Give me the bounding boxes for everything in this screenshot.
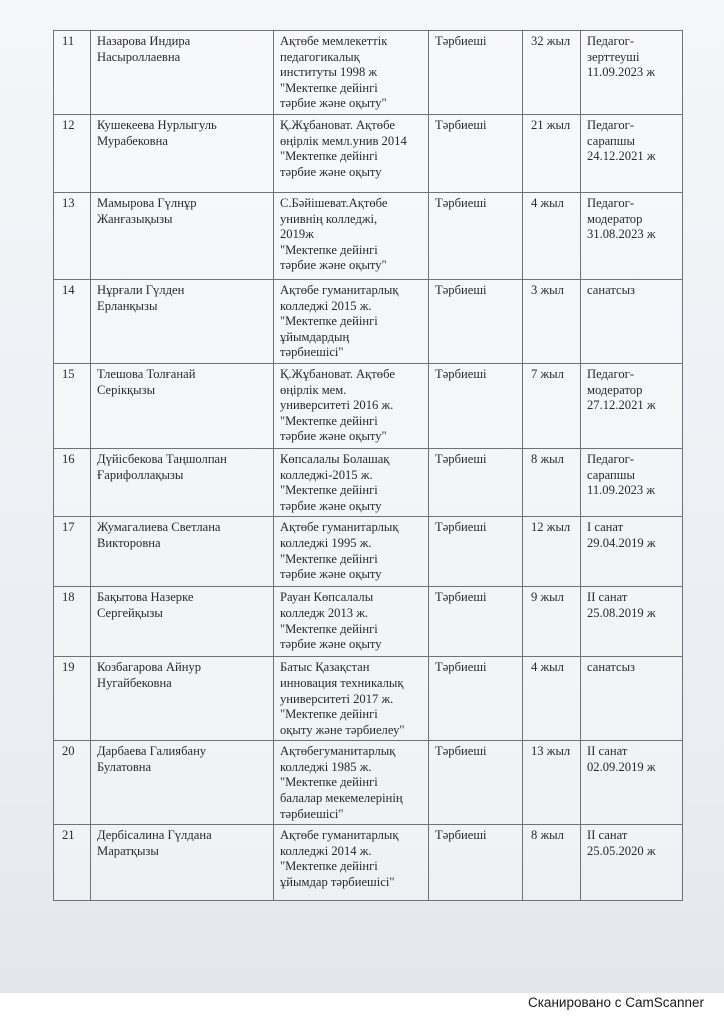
category-cell-line: 29.04.2019 ж (587, 535, 656, 550)
category-cell (581, 657, 683, 741)
position-cell (429, 279, 523, 363)
education-cell (274, 448, 429, 516)
education-cell-line: "Мектепке дейінгі (280, 413, 378, 428)
experience-cell (523, 192, 581, 279)
experience-cell (523, 825, 581, 901)
row-number-cell-line: 17 (62, 520, 75, 535)
education-cell-line: университеті 2017 ж. (280, 691, 394, 706)
table-row (54, 192, 683, 279)
position-cell (429, 657, 523, 741)
full-name-cell-line: Кушекеева Нурлыгуль (97, 117, 217, 132)
row-number-cell (54, 741, 91, 825)
category-cell-line: Педагог- (587, 117, 635, 132)
education-cell-line: тәрбие және оқыту (280, 567, 382, 582)
row-number-cell-line: 15 (62, 366, 75, 381)
category-cell-line: Педагог- (587, 34, 635, 48)
category-cell (581, 279, 683, 363)
category-cell (581, 448, 683, 516)
row-number-cell (54, 279, 91, 363)
education-cell-line: тәрбие және оқыту" (280, 258, 387, 273)
table-row (54, 279, 683, 363)
row-number-cell-line: 16 (62, 451, 75, 466)
position-cell (429, 517, 523, 587)
category-cell-line: модератор (587, 382, 643, 397)
position-cell (429, 192, 523, 279)
row-number-cell (54, 448, 91, 516)
full-name-cell-line: Дербісалина Гүлдана (97, 828, 212, 843)
full-name-cell (91, 587, 274, 657)
education-cell (274, 279, 429, 363)
education-cell-line: колледжі 2015 ж. (280, 298, 372, 313)
full-name-cell (91, 448, 274, 516)
full-name-cell-line: Тлешова Толғанай (97, 366, 196, 381)
education-cell-line: тәрбие және оқыту" (280, 429, 387, 444)
education-cell-line: "Мектепке дейінгі (280, 621, 378, 636)
full-name-cell (91, 31, 274, 115)
category-cell (581, 587, 683, 657)
education-cell-line: "Мектепке дейінгі (280, 551, 378, 566)
education-cell-line: Ақтөбе гуманитарлық (280, 520, 399, 535)
full-name-cell-line: Сергейқызы (97, 605, 163, 620)
full-name-cell-line: Булатовна (97, 759, 152, 774)
position-cell-line: Тәрбиеші (435, 366, 487, 381)
row-number-cell (54, 657, 91, 741)
education-cell-line: Ақтөбе мемлекеттік (280, 34, 388, 48)
education-cell-line: С.Бәйішеват.Ақтөбе (280, 195, 388, 210)
row-number-cell (54, 825, 91, 901)
row-number-cell-line: 13 (62, 195, 75, 210)
position-cell (429, 31, 523, 115)
education-cell-line: тәрбиешісі" (280, 806, 344, 821)
row-number-cell (54, 192, 91, 279)
experience-cell-line: 7 жыл (531, 366, 564, 381)
full-name-cell-line: Ерланқызы (97, 298, 158, 313)
row-number-cell-line: 11 (62, 34, 75, 48)
row-number-cell-line: 19 (62, 660, 75, 675)
education-cell-line: тәрбие және оқыту" (280, 96, 387, 111)
education-cell-line: Ақтөбе гуманитарлық (280, 828, 399, 843)
education-cell-line: "Мектепке дейінгі (280, 483, 378, 498)
education-cell-line: Ақтөбе гуманитарлық (280, 282, 399, 297)
category-cell (581, 517, 683, 587)
category-cell (581, 114, 683, 192)
full-name-cell (91, 657, 274, 741)
education-cell-line: колледжі 1995 ж. (280, 535, 372, 550)
education-cell-line: 2019ж (280, 227, 314, 242)
category-cell-line: 31.08.2023 ж (587, 227, 656, 242)
position-cell-line: Тәрбиеші (435, 660, 487, 675)
category-cell-line: 25.05.2020 ж (587, 843, 656, 858)
full-name-cell-line: Жумагалиева Светлана (97, 520, 221, 535)
experience-cell-line: 4 жыл (531, 195, 564, 210)
position-cell-line: Тәрбиеші (435, 195, 487, 210)
full-name-cell (91, 192, 274, 279)
education-cell-line: Қ.Жұбановат. Ақтөбе (280, 117, 395, 132)
position-cell-line: Тәрбиеші (435, 117, 487, 132)
experience-cell-line: 3 жыл (531, 282, 564, 297)
category-cell-line: I санат (587, 520, 624, 535)
full-name-cell-line: Дүйісбекова Таңшолпан (97, 451, 227, 466)
full-name-cell (91, 363, 274, 448)
education-cell (274, 192, 429, 279)
category-cell-line: санатсыз (587, 660, 636, 675)
full-name-cell-line: Дарбаева Галиябану (97, 744, 207, 759)
experience-cell (523, 114, 581, 192)
position-cell-line: Тәрбиеші (435, 590, 487, 605)
full-name-cell-line: Насыроллаевна (97, 49, 181, 64)
experience-cell-line: 12 жыл (531, 520, 571, 535)
education-cell (274, 31, 429, 115)
full-name-cell (91, 825, 274, 901)
position-cell (429, 741, 523, 825)
row-number-cell (54, 114, 91, 192)
full-name-cell-line: Маратқызы (97, 843, 159, 858)
experience-cell (523, 517, 581, 587)
category-cell-line: Педагог- (587, 195, 635, 210)
category-cell-line: сарапшы (587, 467, 635, 482)
position-cell (429, 363, 523, 448)
full-name-cell (91, 114, 274, 192)
education-cell-line: ұйымдардың (280, 329, 350, 344)
education-cell (274, 114, 429, 192)
category-cell (581, 741, 683, 825)
education-cell (274, 517, 429, 587)
staff-table-body (54, 31, 683, 901)
education-cell-line: колледжі-2015 ж. (280, 467, 373, 482)
staff-table (53, 30, 683, 901)
category-cell-line: сарапшы (587, 133, 635, 148)
row-number-cell (54, 363, 91, 448)
category-cell (581, 31, 683, 115)
full-name-cell-line: Ғарифоллақызы (97, 467, 184, 482)
row-number-cell (54, 31, 91, 115)
position-cell-line: Тәрбиеші (435, 828, 487, 843)
full-name-cell (91, 517, 274, 587)
experience-cell-line: 8 жыл (531, 828, 564, 843)
table-row (54, 825, 683, 901)
row-number-cell-line: 18 (62, 590, 75, 605)
education-cell-line: институты 1998 ж (280, 65, 378, 80)
category-cell-line: 02.09.2019 ж (587, 759, 656, 774)
experience-cell (523, 741, 581, 825)
full-name-cell-line: Нугайбековна (97, 675, 172, 690)
position-cell (429, 587, 523, 657)
education-cell (274, 363, 429, 448)
category-cell-line: 25.08.2019 ж (587, 605, 656, 620)
camscanner-watermark: Сканировано с CamScanner (527, 995, 704, 1010)
education-cell-line: педагогикалық (280, 49, 360, 64)
position-cell (429, 114, 523, 192)
full-name-cell-line: Бақытова Назерке (97, 590, 194, 605)
position-cell-line: Тәрбиеші (435, 282, 487, 297)
table-row (54, 114, 683, 192)
education-cell (274, 825, 429, 901)
experience-cell-line: 4 жыл (531, 660, 564, 675)
category-cell-line: 11.09.2023 ж (587, 65, 656, 80)
education-cell-line: Ақтөбегуманитарлық (280, 744, 396, 759)
education-cell-line: тәрбие және оқыту (280, 637, 382, 652)
position-cell-line: Тәрбиеші (435, 451, 487, 466)
experience-cell-line: 13 жыл (531, 744, 571, 759)
full-name-cell-line: Серікқызы (97, 382, 156, 397)
row-number-cell (54, 587, 91, 657)
full-name-cell (91, 279, 274, 363)
position-cell (429, 825, 523, 901)
category-cell-line: Педагог- (587, 366, 635, 381)
row-number-cell-line: 12 (62, 117, 75, 132)
education-cell-line: "Мектепке дейінгі (280, 775, 378, 790)
position-cell-line: Тәрбиеші (435, 34, 487, 48)
experience-cell-line: 8 жыл (531, 451, 564, 466)
category-cell-line: санатсыз (587, 282, 636, 297)
education-cell-line: тәрбиешісі" (280, 345, 344, 360)
education-cell-line: ұйымдар тәрбиешісі" (280, 875, 395, 890)
education-cell-line: инновация техникалық (280, 675, 404, 690)
full-name-cell-line: Мурабековна (97, 133, 168, 148)
category-cell (581, 363, 683, 448)
full-name-cell-line: Козбагарова Айнур (97, 660, 202, 675)
table-row (54, 517, 683, 587)
education-cell-line: тәрбие және оқыту (280, 164, 382, 179)
education-cell-line: тәрбие және оқыту (280, 498, 382, 513)
experience-cell (523, 279, 581, 363)
category-cell-line: II санат (587, 744, 628, 759)
education-cell-line: Көпсалалы Болашақ (280, 451, 390, 466)
category-cell-line: II санат (587, 828, 628, 843)
full-name-cell-line: Жанғазықызы (97, 211, 173, 226)
table-row (54, 31, 683, 115)
education-cell-line: "Мектепке дейінгі (280, 80, 378, 95)
position-cell-line: Тәрбиеші (435, 520, 487, 535)
education-cell-line: Қ.Жұбановат. Ақтөбе (280, 366, 395, 381)
education-cell-line: балалар мекемелерінің (280, 791, 403, 806)
row-number-cell-line: 14 (62, 282, 75, 297)
experience-cell-line: 21 жыл (531, 117, 571, 132)
education-cell-line: өңірлік мемл.унив 2014 (280, 133, 407, 148)
category-cell-line: 27.12.2021 ж (587, 398, 656, 413)
education-cell-line: "Мектепке дейінгі (280, 242, 378, 257)
education-cell-line: университеті 2016 ж. (280, 398, 394, 413)
experience-cell (523, 31, 581, 115)
category-cell (581, 192, 683, 279)
education-cell-line: Батыс Қазақстан (280, 660, 370, 675)
full-name-cell-line: Викторовна (97, 535, 161, 550)
education-cell-line: өңірлік мем. (280, 382, 347, 397)
experience-cell (523, 448, 581, 516)
education-cell-line: колледж 2013 ж. (280, 605, 369, 620)
table-row (54, 363, 683, 448)
position-cell (429, 448, 523, 516)
full-name-cell-line: Мамырова Гүлнұр (97, 195, 197, 210)
education-cell-line: "Мектепке дейінгі (280, 314, 378, 329)
education-cell-line: унивнің колледжі, (280, 211, 378, 226)
category-cell-line: модератор (587, 211, 643, 226)
education-cell (274, 657, 429, 741)
table-row (54, 587, 683, 657)
experience-cell-line: 9 жыл (531, 590, 564, 605)
experience-cell (523, 587, 581, 657)
education-cell-line: колледжі 2014 ж. (280, 843, 372, 858)
row-number-cell (54, 517, 91, 587)
full-name-cell-line: Нұрғали Гүлден (97, 282, 185, 297)
education-cell (274, 587, 429, 657)
education-cell-line: оқыту және тәрбиелеу" (280, 722, 405, 737)
category-cell (581, 825, 683, 901)
full-name-cell-line: Назарова Индира (97, 34, 191, 48)
experience-cell-line: 32 жыл (531, 34, 571, 48)
education-cell-line: колледжі 1985 ж. (280, 759, 372, 774)
education-cell (274, 741, 429, 825)
category-cell-line: II санат (587, 590, 628, 605)
education-cell-line: Рауан Көпсалалы (280, 590, 374, 605)
education-cell-line: "Мектепке дейінгі (280, 149, 378, 164)
category-cell-line: Педагог- (587, 451, 635, 466)
table-row (54, 657, 683, 741)
education-cell-line: "Мектепке дейінгі (280, 859, 378, 874)
experience-cell (523, 363, 581, 448)
full-name-cell (91, 741, 274, 825)
row-number-cell-line: 21 (62, 828, 75, 843)
experience-cell (523, 657, 581, 741)
table-row (54, 448, 683, 516)
table-row (54, 741, 683, 825)
position-cell-line: Тәрбиеші (435, 744, 487, 759)
education-cell-line: "Мектепке дейінгі (280, 707, 378, 722)
row-number-cell-line: 20 (62, 744, 75, 759)
category-cell-line: 11.09.2023 ж (587, 483, 656, 498)
category-cell-line: зерттеуші (587, 49, 640, 64)
category-cell-line: 24.12.2021 ж (587, 149, 656, 164)
